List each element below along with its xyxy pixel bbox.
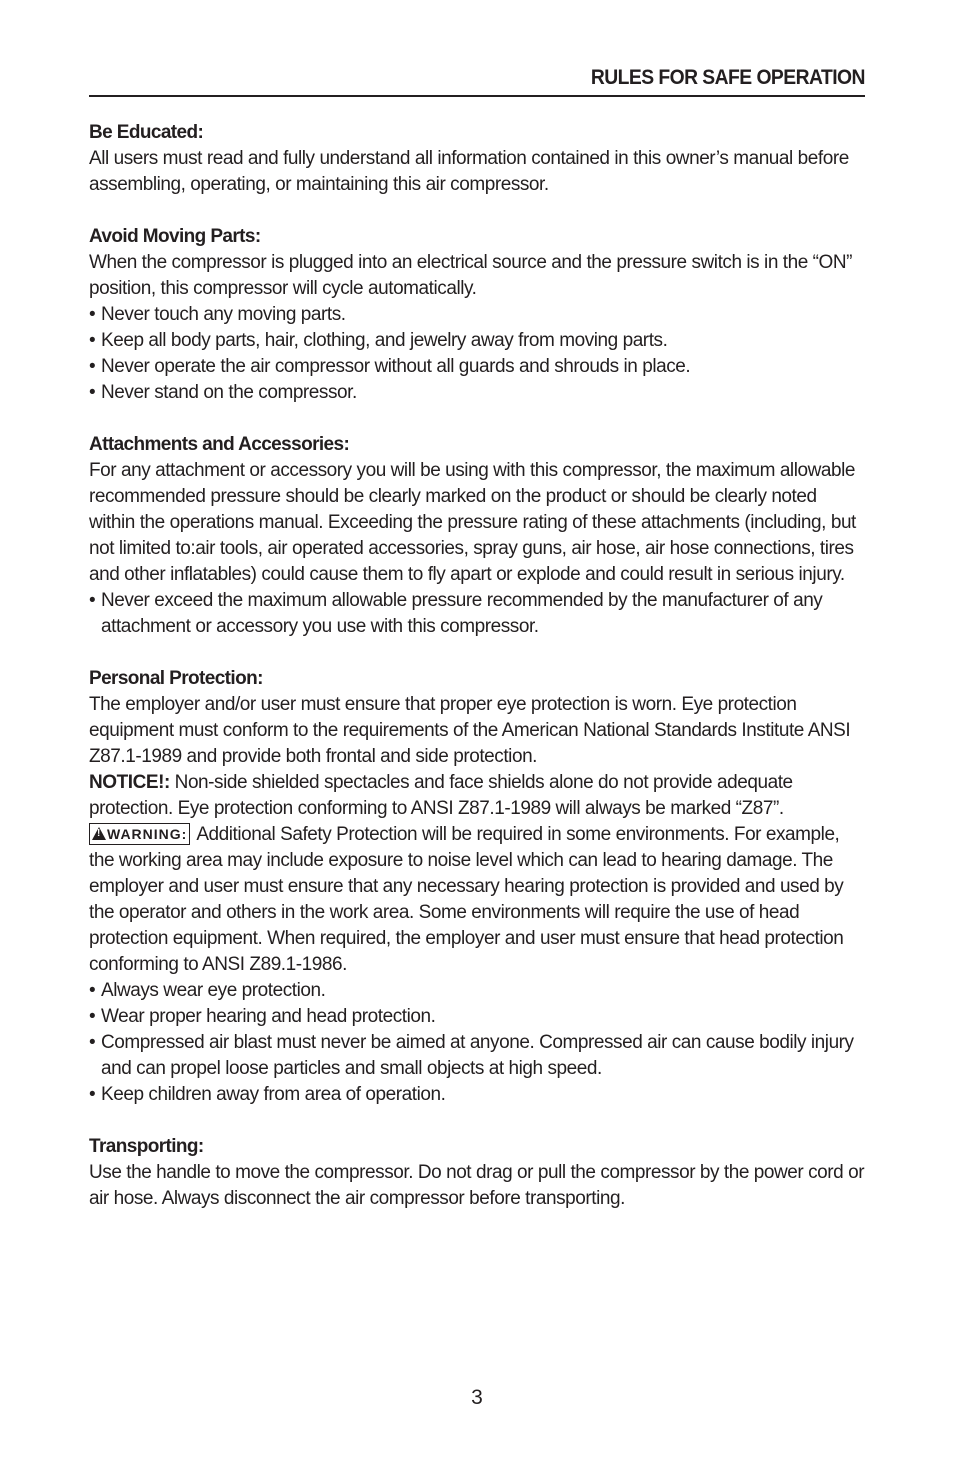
bullet-item: • Never touch any moving parts.	[89, 302, 865, 328]
bullet-item: • Keep children away from area of operation.	[89, 1082, 865, 1108]
bullet-item: • Always wear eye protection.	[89, 978, 865, 1004]
section-be-educated	[89, 120, 865, 198]
bullet-icon: •	[89, 980, 96, 1001]
warning-triangle-icon	[92, 827, 106, 840]
warning-paragraph	[89, 822, 865, 978]
warning-text: Additional Safety Protection will be required in some environments. For example, the working area may include exposure to noise level which can lead to hearing damage. The employer and user must ensure that any necessary hearing protection is provided and used by the operator and others in the work area. Some environments will require the use of head protection equipment. When required, the employer and user must ensure that head protection conforming to ANSI Z89.1-1986.	[89, 824, 844, 975]
bullet-icon: •	[89, 1032, 96, 1053]
notice-text: Non-side shielded spectacles and face shields alone do not provide adequate protection. Eye protection conforming to ANSI Z87.1-1989 will always be marked “Z87”.	[89, 772, 793, 819]
section-personal-protection	[89, 666, 865, 1108]
section-heading: Attachments and Accessories:	[89, 434, 350, 455]
page-header	[89, 66, 865, 97]
page-title: RULES FOR SAFE OPERATION	[590, 66, 865, 89]
section-body: When the compressor is plugged into an electrical source and the pressure switch is in the “ON” position, this compressor will cycle automatically.	[89, 252, 853, 299]
section-heading: Be Educated:	[89, 122, 204, 143]
bullet-item: • Compressed air blast must never be aimed at anyone. Compressed air can cause bodily injury and can propel loose particles and small objects at high speed.	[89, 1032, 854, 1079]
bullet-item: • Never exceed the maximum allowable pressure recommended by the manufacturer of any attachment or accessory you use with this compressor.	[89, 590, 823, 637]
bullet-icon: •	[89, 1084, 96, 1105]
section-body: All users must read and fully understand all information contained in this owner’s manual before assembling, operating, or maintaining this air compressor.	[89, 148, 849, 195]
section-heading: Personal Protection:	[89, 668, 263, 689]
bullet-item: • Never stand on the compressor.	[89, 380, 865, 406]
notice-label: NOTICE!:	[89, 772, 170, 793]
section-body: For any attachment or accessory you will be using with this compressor, the maximum allowable recommended pressure should be clearly marked on the product or should be clearly noted within the operations manual. Exceeding the pressure rating of these attachments (including, but not limited to:air tools, air operated accessories, spray guns, air hose, air hose connections, tires and other inflatables) could cause them to fly apart or explode and could result in serious injury.	[89, 460, 856, 585]
section-body: The employer and/or user must ensure that proper eye protection is worn. Eye protection equipment must conform to the requirements of the American National Standards Institute ANSI Z87.1-1989 and provide both frontal and side protection.	[89, 694, 851, 767]
section-transporting	[89, 1134, 865, 1212]
section-heading: Transporting:	[89, 1136, 204, 1157]
bullet-icon: •	[89, 1006, 96, 1027]
bullet-item: • Keep all body parts, hair, clothing, and jewelry away from moving parts.	[89, 328, 865, 354]
section-attachments	[89, 432, 865, 640]
page-number: 3	[471, 1386, 483, 1409]
bullet-icon: •	[89, 382, 96, 403]
page-content	[89, 120, 865, 1238]
section-body: Use the handle to move the compressor. Do not drag or pull the compressor by the power cord or air hose. Always disconnect the air compressor before transporting.	[89, 1162, 865, 1209]
bullet-icon: •	[89, 590, 96, 611]
bullet-icon: •	[89, 330, 96, 351]
notice-paragraph	[89, 770, 865, 822]
bullet-icon: •	[89, 304, 96, 325]
warning-badge: !WARNING:	[89, 823, 190, 845]
section-heading: Avoid Moving Parts:	[89, 226, 261, 247]
section-avoid-moving-parts	[89, 224, 865, 406]
bullet-item: • Wear proper hearing and head protection.	[89, 1004, 865, 1030]
bullet-icon: •	[89, 356, 96, 377]
bullet-item: • Never operate the air compressor without all guards and shrouds in place.	[89, 354, 865, 380]
